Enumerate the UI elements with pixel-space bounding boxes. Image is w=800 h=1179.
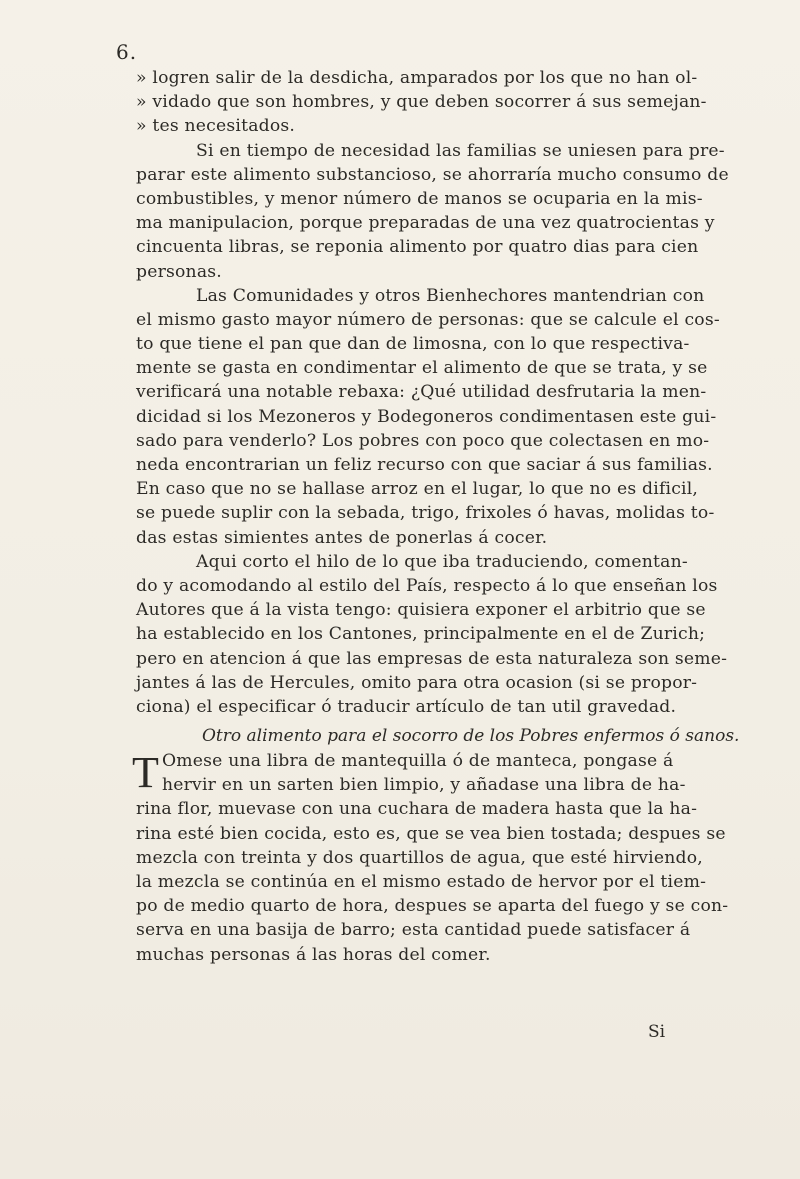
text-line: hervir en un sarten bien limpio, y añadase una libra de ha- (162, 775, 686, 796)
drop-cap: T (132, 748, 159, 798)
text-line: mezcla con treinta y dos quartillos de agua, que esté hirviendo, (136, 847, 703, 868)
text-line: sado para venderlo? Los pobres con poco que colectasen en mo- (136, 430, 710, 451)
text-line: ciona) el especificar ó traducir artículo de tan util gravedad. (136, 696, 677, 717)
text-line: ha establecido en los Cantones, principalmente en el de Zurich; (136, 624, 706, 645)
text-line: ma manipulacion, porque preparadas de una vez quatrocientas y (136, 213, 715, 234)
text-line: muchas personas á las horas del comer. (136, 944, 491, 965)
text-line: to que tiene el pan que dan de limosna, con lo que respectiva- (136, 334, 690, 355)
text-line: » vidado que son hombres, y que deben socorrer á sus semejan- (136, 92, 707, 113)
text-line: » logren salir de la desdicha, amparados por los que no han ol- (136, 68, 698, 88)
text-line: Omese una libra de mantequilla ó de manteca, pongase á (162, 751, 674, 772)
text-line: combustibles, y menor número de manos se ocuparia en la mis- (136, 188, 703, 209)
text-line: serva en una basija de barro; esta cantidad puede satisfacer á (136, 920, 691, 941)
text-line: Las Comunidades y otros Bienhechores mantendrian con (196, 285, 705, 306)
page-number: 6. (116, 40, 138, 64)
text-line: rina esté bien cocida, esto es, que se vea bien tostada; despues se (136, 823, 726, 844)
text-line: verificará una notable rebaxa: ¿Qué utilidad desfrutaria la men- (136, 382, 707, 403)
recipe-paragraph (132, 748, 729, 967)
text-line: parar este alimento substancioso, se ahorraría mucho consumo de (136, 164, 729, 185)
text-line: Si en tiempo de necesidad las familias se uniesen para pre- (196, 140, 725, 161)
text-line: se puede suplir con la sebada, trigo, frixoles ó havas, molidas to- (136, 503, 715, 524)
text-line: pero en atencion á que las empresas de esta naturaleza son seme- (136, 648, 728, 669)
text-line: mente se gasta en condimentar el alimento de que se trata, y se (136, 358, 708, 379)
text-line: rina flor, muevase con una cuchara de madera hasta que la ha- (136, 799, 698, 820)
text-line: la mezcla se continúa en el mismo estado de hervor por el tiem- (136, 872, 707, 892)
text-line: do y acomodando al estilo del País, respecto á lo que enseñan los (136, 575, 718, 596)
text-line: personas. (136, 261, 222, 282)
text-line: jantes á las de Hercules, omito para otra ocasion (si se propor- (136, 672, 698, 693)
text-line: el mismo gasto mayor número de personas: que se calcule el cos- (136, 309, 720, 330)
catchword: Si (648, 1022, 666, 1042)
text-line: das estas simientes antes de ponerlas á cocer. (136, 527, 548, 548)
body-text (132, 66, 740, 967)
text-line: neda encontrarian un feliz recurso con que saciar á sus familias. (136, 455, 713, 475)
text-line: En caso que no se hallase arroz en el lugar, lo que no es dificil, (136, 479, 699, 500)
text-line: Aqui corto el hilo de lo que iba traduciendo, comentan- (196, 551, 688, 572)
text-line: Autores que á la vista tengo: quisiera exponer el arbitrio que se (136, 600, 706, 621)
text-line: po de medio quarto de hora, despues se aparta del fuego y se con- (136, 896, 729, 917)
text-line: dicidad si los Mezoneros y Bodegoneros condimentasen este gui- (136, 406, 717, 427)
text-line: cincuenta libras, se reponia alimento por quatro dias para cien (136, 237, 699, 258)
text-line: » tes necesitados. (136, 116, 296, 137)
section-title: Otro alimento para el socorro de los Pobres enfermos ó sanos. (202, 726, 740, 747)
